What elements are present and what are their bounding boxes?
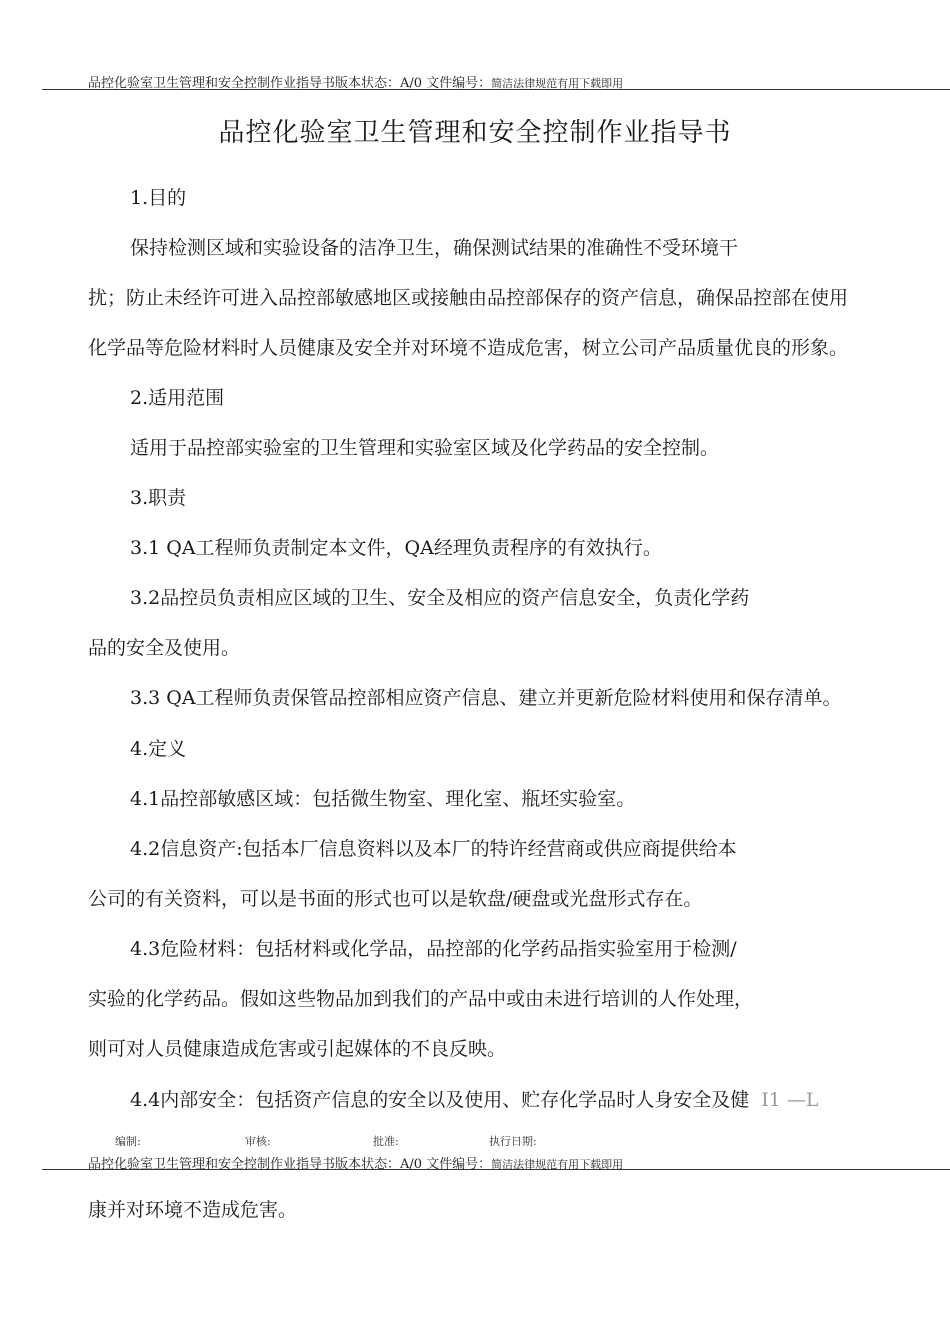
paragraph-line: 化学品等危险材料时人员健康及安全并对环境不造成危害，树立公司产品质量优良的形象。 — [88, 337, 849, 359]
header-small-text: 简洁法律规范有用下载即用 — [491, 77, 624, 90]
scan-artifact-text: I1 —L — [761, 1089, 819, 1111]
header-small-text: 简洁法律规范有用下载即用 — [491, 1158, 624, 1171]
effective-date-label: 执行日期: — [489, 1135, 537, 1148]
header-main-text: 品控化验室卫生管理和安全控制作业指导书版本状态：A/0 文件编号： — [88, 76, 492, 91]
paragraph-line: 4.2信息资产:包括本厂信息资料以及本厂的特许经营商或供应商提供给本 — [130, 838, 737, 860]
paragraph-line: 保持检测区域和实验设备的洁净卫生，确保测试结果的准确性不受环境干 — [130, 237, 739, 259]
document-title: 品控化验室卫生管理和安全控制作业指导书 — [218, 118, 732, 148]
paragraph-line: 4.1品控部敏感区域：包括微生物室、理化室、瓶坯实验室。 — [130, 788, 636, 810]
prepared-by-label: 编制: — [115, 1135, 141, 1148]
paragraph-line: 3.2品控员负责相应区域的卫生、安全及相应的资产信息安全，负责化学药 — [130, 587, 750, 609]
paragraph-line: 品的安全及使用。 — [88, 637, 241, 659]
paragraph-line — [130, 1088, 819, 1112]
header-rule — [42, 89, 950, 90]
reviewed-by-label: 审核: — [245, 1135, 271, 1148]
paragraph-line: 4.3危险材料：包括材料或化学品，品控部的化学药品指实验室用于检测/ — [130, 938, 737, 960]
section-heading: 1.目的 — [130, 187, 187, 209]
section-heading: 2.适用范围 — [130, 387, 225, 409]
paragraph-line: 扰；防止未经许可进入品控部敏感地区或接触由品控部保存的资产信息，确保品控部在使用 — [88, 287, 849, 309]
approved-by-label: 批准: — [373, 1135, 399, 1148]
paragraph-line: 则可对人员健康造成危害或引起媒体的不良反映。 — [88, 1038, 507, 1060]
paragraph-line: 实验的化学药品。假如这些物品加到我们的产品中或由未进行培训的人作处理， — [88, 988, 754, 1010]
paragraph-line: 康并对环境不造成危害。 — [88, 1199, 298, 1221]
paragraph-line: 3.3 QA工程师负责保管品控部相应资产信息、建立并更新危险材料使用和保存清单。 — [130, 687, 842, 709]
paragraph-line: 适用于品控部实验室的卫生管理和实验室区域及化学药品的安全控制。 — [130, 437, 720, 459]
paragraph-line: 公司的有关资料，可以是书面的形式也可以是软盘/硬盘或光盘形式存在。 — [88, 888, 703, 910]
header-rule — [42, 1169, 950, 1170]
paragraph-text: 4.4内部安全：包括资产信息的安全以及使用、贮存化学品时人身安全及健 — [130, 1089, 750, 1111]
section-heading: 4.定义 — [130, 738, 187, 760]
header-main-text: 品控化验室卫生管理和安全控制作业指导书版本状态：A/0 文件编号： — [88, 1157, 492, 1172]
section-heading: 3.职责 — [130, 487, 187, 509]
paragraph-line: 3.1 QA工程师负责制定本文件，QA经理负责程序的有效执行。 — [130, 537, 662, 559]
